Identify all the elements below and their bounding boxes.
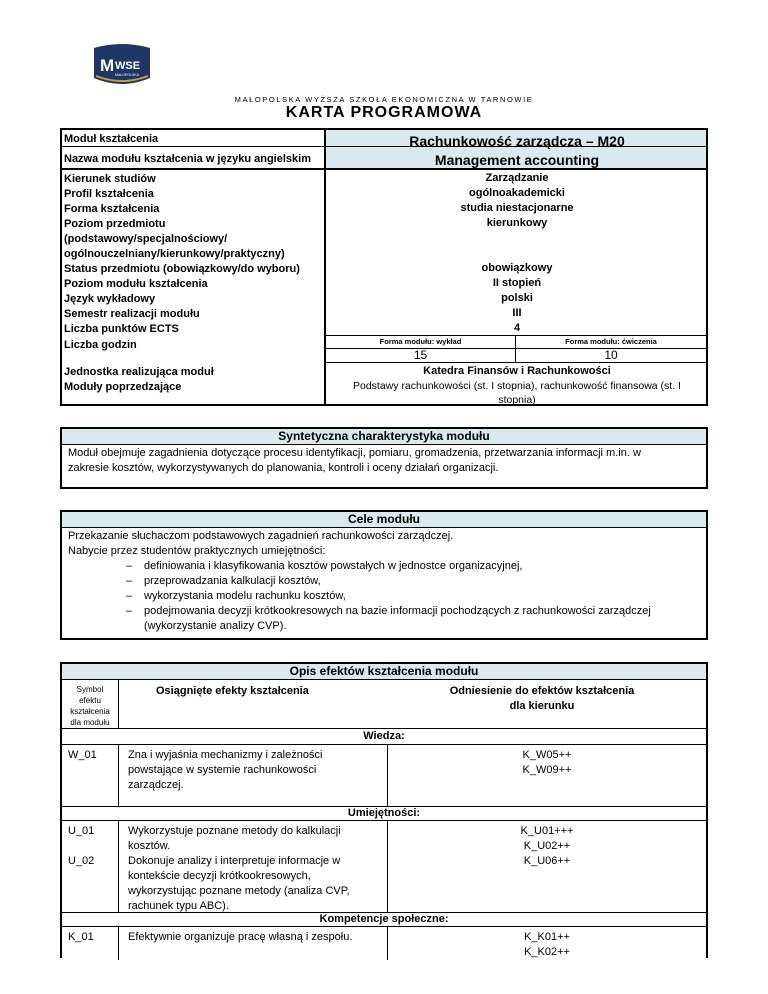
row-line — [326, 362, 706, 363]
ref-item: K_U02++ — [523, 840, 571, 852]
goals-list — [68, 559, 700, 634]
hours-exercise-label: Forma modułu: ćwiczenia — [565, 337, 657, 346]
prereq-line-1: Podstawy rachunkowości (st. I stopnia), rachunkowość finansowa (st. I — [353, 380, 681, 392]
ref-item: K_K01++ — [524, 931, 570, 943]
effect-line: Wykorzystuje poznane metody do kalkulacji — [128, 825, 341, 837]
effect-w01 — [128, 748, 383, 793]
refs-u — [388, 824, 706, 869]
label-form: Forma kształcenia — [64, 203, 160, 215]
refs-w01 — [388, 748, 706, 778]
value-prereq — [327, 379, 707, 407]
effects-u — [128, 824, 386, 914]
col-line — [118, 821, 119, 912]
goals-item-cont-text: (wykorzystanie analizy CVP). — [144, 620, 287, 632]
col-line — [118, 680, 119, 728]
competences-heading: Kompetencje społeczne: — [319, 913, 449, 925]
label-language: Język wykładowy — [64, 293, 156, 305]
label-semester: Semestr realizacji modułu — [64, 308, 200, 320]
goals-line-2: Nabycie przez studentów praktycznych umiejętności: — [68, 545, 326, 557]
logo-text: WSE — [115, 60, 141, 72]
institution-name: MAŁOPOLSKA WYŻSZA SZKOŁA EKONOMICZNA W TARNOWIE — [234, 95, 534, 104]
label-status: Status przedmiotu (obowiązkowy/do wyboru) — [64, 263, 300, 275]
effect-line: Zna i wyjaśnia mechanizmy i zależności — [128, 749, 323, 761]
ref-item: K_K02++ — [524, 946, 570, 958]
header-reference-line-1: Odniesienie do efektów kształcenia — [449, 685, 635, 697]
effects-section — [60, 662, 708, 958]
refs-k01 — [388, 930, 706, 960]
ref-item: K_W05++ — [522, 749, 572, 761]
goals-item: – przeprowadzania kalkulacji kosztów, — [126, 574, 700, 589]
hours-exercise: 10 — [604, 348, 618, 362]
school-logo — [90, 38, 154, 92]
value-field: Zarządzanie — [485, 172, 549, 184]
value-form: studia niestacjonarne — [460, 202, 574, 214]
ref-item: K_U06++ — [523, 855, 571, 867]
value-unit: Katedra Finansów i Rachunkowości — [423, 365, 611, 377]
header-symbol — [62, 684, 118, 728]
label-profile: Profil kształcenia — [64, 188, 154, 200]
value-module-level: II stopień — [492, 277, 542, 289]
effect-line: zarządczej. — [128, 779, 184, 791]
col-line — [118, 745, 119, 806]
header-reference-line-2: dla kierunku — [509, 700, 575, 712]
ref-item: K_U01+++ — [520, 825, 574, 837]
symbol-u02: U_02 — [68, 855, 95, 867]
hours-lecture-label: Forma modułu: wykład — [379, 337, 462, 346]
header-symbol-line: kształcenia — [70, 707, 110, 716]
goals-title: Cele modułu — [62, 512, 706, 528]
module-info-table — [60, 128, 708, 406]
effect-line: kosztów. — [128, 840, 171, 852]
value-english: Management accounting — [434, 152, 600, 168]
effect-line: rachunek typu ABC). — [128, 900, 229, 912]
effect-line: powstające w systemie rachunkowości — [128, 764, 317, 776]
label-field: Kierunek studiów — [64, 173, 156, 185]
effect-line: wykorzystując poznane metody (analiza CVP, — [128, 885, 350, 897]
logo-letter: M — [100, 56, 115, 75]
row-line — [62, 168, 706, 170]
value-status: obowiązkowy — [481, 262, 553, 274]
synthetic-line-2: zakresie kosztów, wykorzystywanych do planowania, kontroli i oceny działań organizacji. — [68, 462, 499, 474]
knowledge-heading: Wiedza: — [363, 730, 405, 742]
effect-line: kontekście decyzji krótkookresowych, — [128, 870, 311, 882]
effect-line: Dokonuje analizy i interpretuje informacje w — [128, 855, 341, 867]
goals-item: – wykorzystania modelu rachunku kosztów, — [126, 589, 700, 604]
label-english: Nazwa modułu kształcenia w języku angielskim — [64, 153, 311, 165]
header-reference — [402, 684, 682, 714]
value-semester: III — [512, 307, 522, 319]
col-line — [118, 927, 119, 960]
symbol-k01: K_01 — [68, 931, 94, 943]
value-level: kierunkowy — [486, 217, 548, 229]
effects-title: Opis efektów kształcenia modułu — [62, 664, 706, 680]
symbol-u01: U_01 — [68, 825, 95, 837]
skills-heading: Umiejętności: — [347, 807, 421, 819]
label-module: Moduł kształcenia — [64, 133, 159, 145]
label-level-3: ogólnouczelniany/kierunkowy/praktyczny) — [64, 248, 285, 260]
label-prereq: Moduły poprzedzające — [64, 381, 182, 393]
goals-item: – definiowania i klasyfikowania kosztów powstałych w jednostce organizacyjnej, — [126, 559, 700, 574]
goals-line-1: Przekazanie słuchaczom podstawowych zagadnień rachunkowości zarządczej. — [68, 530, 454, 542]
hours-lecture: 15 — [413, 348, 428, 362]
value-profile: ogólnoakademicki — [469, 187, 565, 199]
goals-section — [60, 510, 708, 640]
page-title: KARTA PROGRAMOWA — [285, 104, 483, 121]
logo-subtext: MAŁOPOLSKA — [115, 73, 139, 77]
value-module: Rachunkowość zarządcza – M20 — [409, 133, 625, 149]
goals-item-continuation — [126, 619, 700, 634]
label-module-level: Poziom modułu kształcenia — [64, 278, 208, 290]
ref-item: K_W09++ — [522, 764, 572, 776]
row-line — [62, 744, 706, 745]
synthetic-section — [60, 427, 708, 489]
header-symbol-line: efektu — [79, 696, 101, 705]
goals-body — [62, 528, 706, 635]
value-language: polski — [501, 292, 533, 304]
synthetic-body — [62, 445, 706, 477]
label-level-1: Poziom przedmiotu — [64, 218, 166, 230]
goals-item: – podejmowania decyzji krótkookresowych na bazie informacji pochodzących z rachunkowości zarządczej — [126, 604, 700, 619]
label-hours: Liczba godzin — [64, 339, 137, 351]
effect-k01: Efektywnie organizuje pracę własną i zespołu. — [128, 931, 353, 943]
header-symbol-line: dla modułu — [70, 718, 110, 727]
synthetic-line-1: Moduł obejmuje zagadnienia dotyczące procesu identyfikacji, pomiaru, gromadzenia, przetwarzania informacji m.in. w — [68, 447, 641, 459]
value-ects: 4 — [513, 322, 521, 334]
prereq-line-2: stopnia) — [498, 394, 536, 406]
label-unit: Jednostka realizująca moduł — [64, 366, 214, 378]
header-symbol-line: Symbol — [76, 685, 104, 694]
synthetic-title: Syntetyczna charakterystyka modułu — [62, 429, 706, 445]
label-ects: Liczba punktów ECTS — [64, 323, 179, 335]
header-effects: Osiągnięte efekty kształcenia — [156, 685, 309, 697]
label-level-2: (podstawowy/specjalnościowy/ — [64, 233, 228, 245]
symbol-w01: W_01 — [68, 749, 97, 761]
